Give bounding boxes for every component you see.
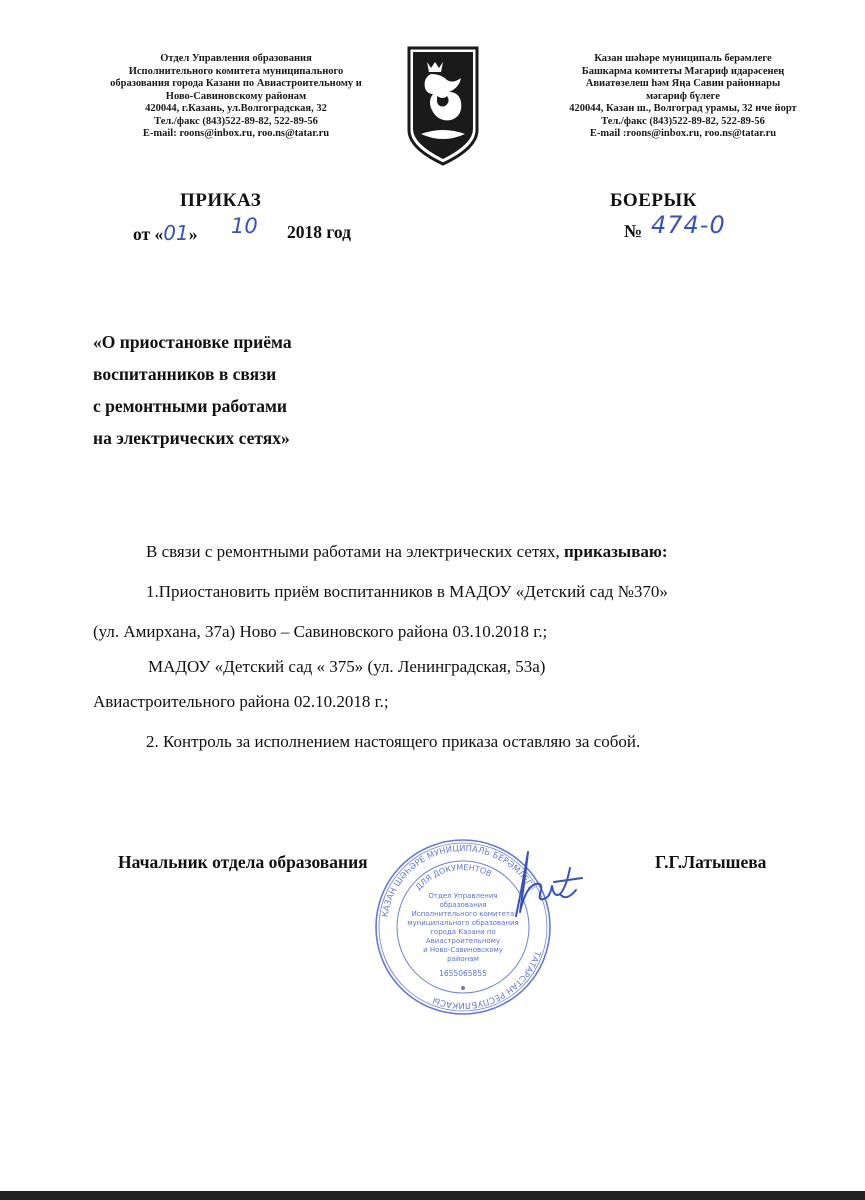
subject-line: на электрических сетях» [93, 428, 290, 448]
stamp-center-line: и Ново-Савиновскому [423, 946, 503, 954]
header-left-line: образования города Казани по Авиастроительному и [110, 78, 362, 89]
scan-edge-bar [0, 1191, 865, 1200]
svg-text:ДЛЯ ДОКУМЕНТОВ [414, 863, 493, 892]
body-intro [146, 542, 668, 562]
order-number-handwritten: 474-0 [651, 211, 726, 239]
date-year: 2018 год [287, 222, 351, 242]
header-right-line: Казан шәһәре муниципаль берәмлеге [594, 53, 772, 64]
header-right-line: Авиатөзелеш һәм Яңа Савин районнары [585, 78, 781, 89]
order-number-prefix: № [624, 221, 643, 241]
body-item1-line3: МАДОУ «Детский сад « 375» (ул. Ленинградская, 53а) [148, 657, 546, 676]
header-left-line: Ново-Савиновскому районам [165, 90, 307, 102]
signatory-position: Начальник отдела образования [118, 852, 368, 872]
stamp-inner-top-text: ДЛЯ ДОКУМЕНТОВ [413, 862, 494, 892]
stamp-ring-top-text: КАЗАН ШӘҺӘРЕ МУНИЦИПАЛЬ БЕРӘМЛЕГЕ [380, 843, 537, 918]
order-title-right: БОЕРЫК [610, 190, 697, 211]
handwritten-signature [494, 838, 594, 930]
order-date [133, 221, 197, 245]
header-right-line: 420044, Казан ш., Волгоград урамы, 32 нче йорт [569, 103, 797, 114]
stamp-center-line: образования [439, 901, 487, 909]
subject-line: воспитанников в связи [93, 364, 277, 384]
header-right-line: E-mail :roons@inbox.ru, roo.ns@tatar.ru [589, 128, 777, 139]
stamp-code: 1655065855 [439, 969, 487, 978]
order-subject [93, 326, 292, 454]
body-item1-line2: (ул. Амирхана, 37а) Ново – Савиновского района 03.10.2018 г.; [93, 622, 548, 641]
stamp-center-line: муниципального образования [407, 919, 519, 927]
header-left-line: Исполнительного комитета муниципального [128, 65, 344, 77]
subject-line: с ремонтными работами [93, 396, 287, 416]
header-left-line: E-mail: roons@inbox.ru, roo.ns@tatar.ru [142, 128, 330, 139]
date-mid: » [188, 224, 198, 244]
header-right-line: Тел./факс (843)522-89-82, 522-89-56 [601, 115, 765, 127]
header-left-block [86, 53, 386, 141]
stamp-ring-bottom-text: ТАТАРСТАН РЕСПУБЛИКАСЫ [431, 949, 542, 1011]
header-right-line: мәгариф бүлеге [646, 90, 720, 102]
body-item1-line4: Авиастроительного района 02.10.2018 г.; [93, 692, 389, 711]
kazan-coat-of-arms-icon [407, 44, 479, 166]
header-right-line: Башкарма комитеты Мәгариф идарәсенең [581, 65, 785, 77]
date-day-handwritten: 01 [163, 221, 189, 245]
stamp-center-line: районам [447, 955, 479, 963]
body-intro-text: В связи с ремонтными работами на электрических сетях, [146, 542, 565, 561]
stamp-center-line: Авиастроительному [425, 937, 501, 945]
header-left-line: 420044, г.Казань, ул.Волгоградская, 32 [145, 103, 327, 114]
date-prefix: от « [133, 224, 164, 244]
order-title-left: ПРИКАЗ [180, 190, 262, 211]
body-intro-bold: приказываю: [564, 542, 668, 561]
stamp-center-line: города Казани по [430, 928, 496, 936]
header-left-line: Тел./факс (843)522-89-82, 522-89-56 [154, 115, 318, 127]
signatory-name: Г.Г.Латышева [655, 852, 767, 872]
stamp-center-line: Исполнительного комитета [411, 910, 515, 918]
body-item2: 2. Контроль за исполнением настоящего приказа оставляю за собой. [146, 732, 641, 751]
date-month-handwritten: 10 [231, 214, 258, 238]
body-item1-line1: 1.Приостановить приём воспитанников в МАДОУ «Детский сад №370» [146, 582, 668, 601]
header-left-line: Отдел Управления образования [160, 53, 312, 64]
subject-line: «О приостановке приёма [93, 332, 292, 352]
header-right-block [538, 53, 828, 141]
stamp-center-line: Отдел Управления [428, 892, 498, 900]
